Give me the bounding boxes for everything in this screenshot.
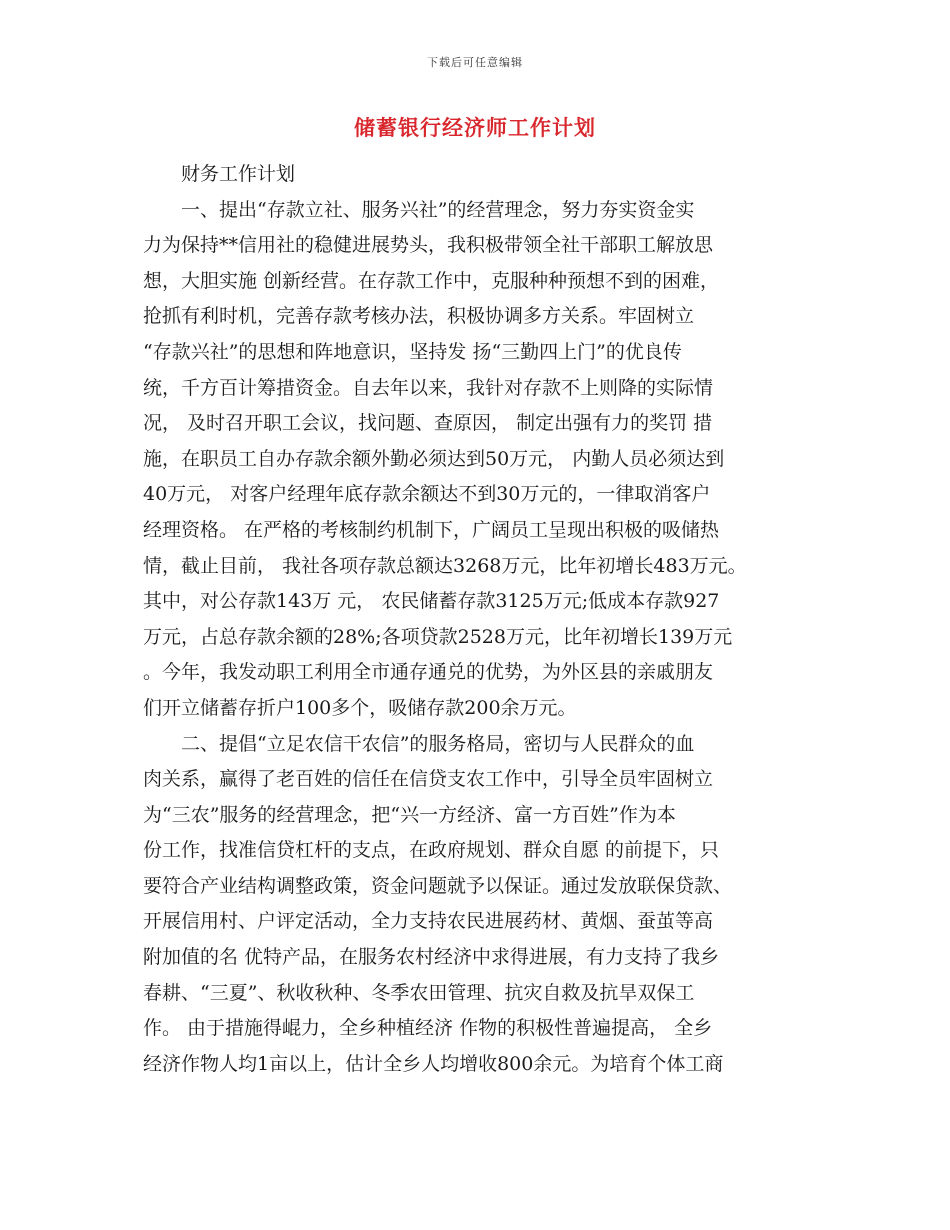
paragraph-line: 力为保持**信用社的稳健进展势头，我积极带领全社干部职工解放思 bbox=[143, 234, 714, 257]
paragraph-line: 作。 由于措施得崐力，全乡种植经济 作物的积极性普遍提高， 全乡 bbox=[143, 1017, 713, 1040]
section-heading: 财务工作计划 bbox=[181, 163, 296, 185]
document-body bbox=[143, 157, 818, 1082]
paragraph-line: 二、提倡“立足农信干农信”的服务格局，密切与人民群众的血 bbox=[181, 732, 695, 755]
paragraph-line: 春耕、“三夏”、秋收秋种、冬季农田管理、抗灾自救及抗旱双保工 bbox=[143, 981, 695, 1004]
paragraph-line: 情，截止目前， 我社各项存款总额达3268万元，比年初增长483万元。 bbox=[143, 554, 747, 577]
header-note: 下载后可任意编辑 bbox=[427, 56, 523, 69]
paragraph-line: 其中，对公存款143万 元， 农民储蓄存款3125万元;低成本存款927 bbox=[143, 590, 720, 613]
paragraph-line: 经理资格。 在严格的考核制约机制下，广阔员工呈现出积极的吸储热 bbox=[143, 518, 720, 541]
paragraph-line: 。今年，我发动职工利用全市通存通兑的优势，为外区县的亲戚朋友 bbox=[143, 661, 714, 684]
paragraph-line: 经济作物人均1亩以上，估计全乡人均增收800余元。为培育个体工商 bbox=[143, 1052, 724, 1075]
paragraph-line: 们开立储蓄存折户100多个，吸储存款200余万元。 bbox=[143, 696, 577, 719]
document-title: 储蓄银行经济师工作计划 bbox=[354, 115, 596, 140]
paragraph-line: 想，大胆实施 创新经营。在存款工作中，克服种种预想不到的困难， bbox=[143, 269, 720, 292]
paragraph-line: 万元，占总存款余额的28%;各项贷款2528万元，比年初增长139万元 bbox=[143, 625, 733, 648]
paragraph-line: 一、提出“存款立社、服务兴社”的经营理念，努力夯实资金实 bbox=[181, 198, 695, 221]
paragraph-line: 肉关系，赢得了老百姓的信任在信贷支农工作中，引导全员牢固树立 bbox=[143, 768, 714, 791]
paragraph-line: 份工作，找准信贷杠杆的支点，在政府规划、群众自愿 的前提下，只 bbox=[143, 839, 720, 862]
paragraph-line: 统，千方百计筹措资金。自去年以来，我针对存款不上则降的实际情 bbox=[143, 376, 714, 399]
paragraph-line: 40万元， 对客户经理年底存款余额达不到30万元的，一律取消客户 bbox=[143, 483, 711, 506]
paragraph-line: 要符合产业结构调整政策，资金问题就予以保证。通过发放联保贷款、 bbox=[143, 874, 733, 897]
paragraph-line: 施，在职员工自办存款余额外勤必须达到50万元， 内勤人员必须达到 bbox=[143, 447, 725, 470]
paragraph-line: “存款兴社”的思想和阵地意识，坚持发 扬“三勤四上门”的优良传 bbox=[143, 340, 682, 363]
paragraph-line: 抢抓有利时机，完善存款考核办法，积极协调多方关系。牢固树立 bbox=[143, 305, 695, 328]
paragraph-line: 为“三农”服务的经营理念，把“兴一方经济、富一方百姓”作为本 bbox=[143, 803, 676, 826]
paragraph-line: 开展信用村、户评定活动，全力支持农民进展药材、黄烟、蚕茧等高 bbox=[143, 910, 714, 933]
paragraph-line: 况， 及时召开职工会议，找问题、查原因， 制定出强有力的奖罚 措 bbox=[143, 412, 713, 435]
paragraph-line: 附加值的名 优特产品，在服务农村经济中求得进展，有力支持了我乡 bbox=[143, 946, 720, 969]
